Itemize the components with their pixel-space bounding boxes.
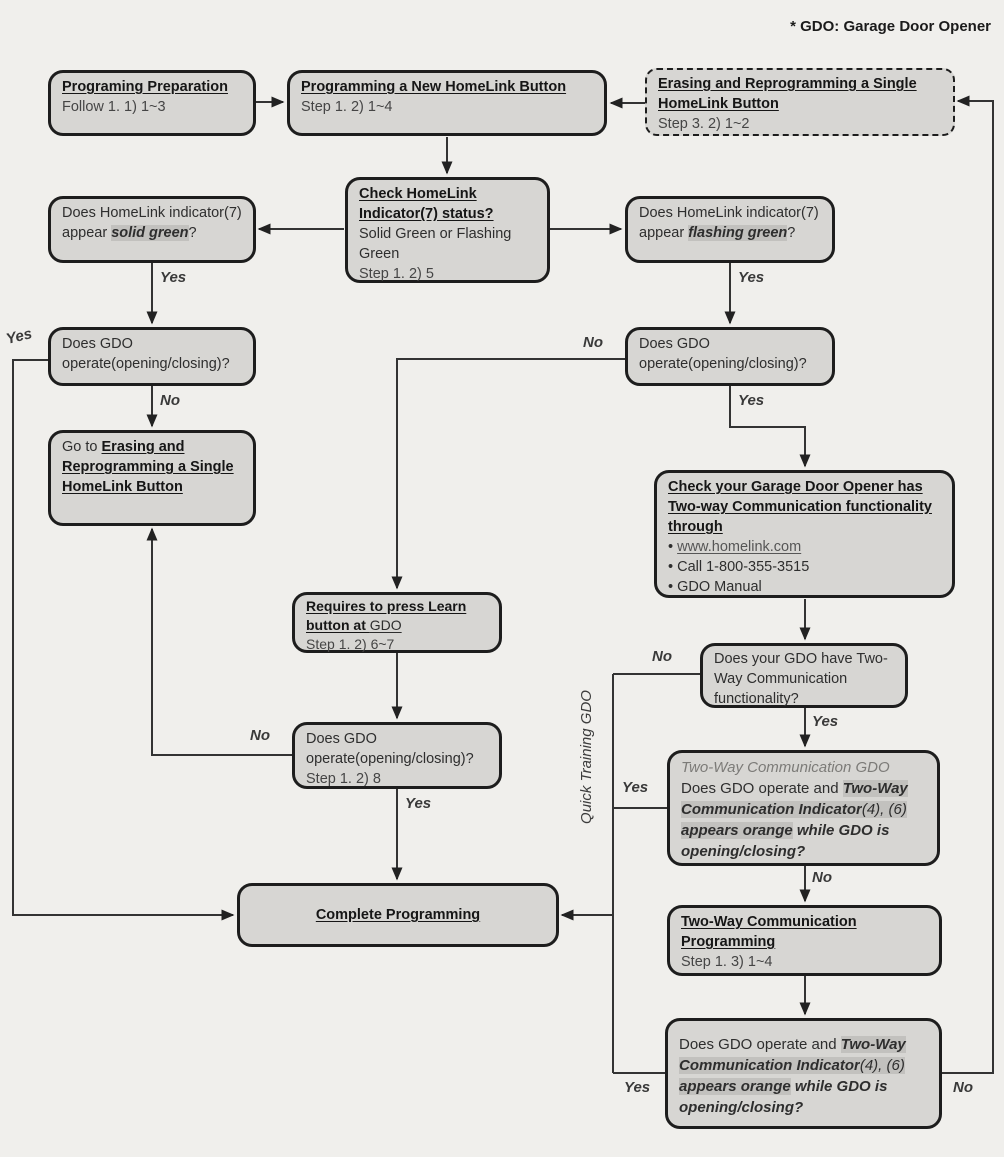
node-title: Two-Way Communication Programming: [681, 914, 857, 950]
node-indicator-flashing-green-question: [625, 196, 835, 263]
edge-label-no: No: [652, 648, 672, 665]
edge-label-no: No: [812, 869, 832, 886]
phone-number: Call 1-800-355-3515: [677, 559, 810, 575]
question-text: Does your GDO have Two-Way Communication functionality?: [714, 651, 888, 707]
node-press-learn-button: [292, 592, 502, 653]
node-check-gdo-two-way: [654, 470, 955, 598]
edge-gdo8-no-to-goto: [152, 529, 292, 755]
node-title: Erasing and Reprogramming a Single HomeLink Button: [658, 76, 917, 112]
node-step: Step 3. 2) 1~2: [658, 116, 750, 132]
edge-label-yes: Yes: [160, 269, 187, 286]
node-final-gdo-operate-question: [665, 1018, 942, 1129]
edge-label-yes: Yes: [405, 795, 432, 812]
node-goto-erasing-reprogramming: [48, 430, 256, 526]
highlight-flashing-green: flashing green: [688, 225, 788, 241]
gdo-manual: GDO Manual: [677, 579, 762, 595]
question-text: Does GDO operate and: [679, 1036, 841, 1053]
edge-label-yes: Yes: [4, 325, 34, 348]
edge-label-yes: Yes: [622, 779, 649, 796]
node-two-way-gdo-question: [667, 750, 940, 866]
node-gdo-operate-right-question: [625, 327, 835, 386]
node-title: Complete Programming: [315, 907, 481, 923]
edge-label-no: No: [250, 727, 270, 744]
node-step: Step 1. 2) 1~4: [301, 99, 393, 115]
question-text: Does GDO operate and: [681, 780, 843, 797]
highlight-two-way-indicator: Two-Way Communication Indicator: [681, 780, 908, 818]
node-title: Requires to press Learn button at: [306, 598, 467, 633]
homelink-url: www.homelink.com: [677, 539, 802, 555]
edge-label-no: No: [583, 334, 603, 351]
question-tail: while GDO is opening/closing?: [681, 822, 890, 860]
node-check-homelink-indicator-status: [345, 177, 550, 283]
highlight-two-way-indicator: Two-Way Communication Indicator: [679, 1036, 906, 1074]
node-title: Programming a New HomeLink Button: [301, 79, 567, 95]
node-step: Step 1. 3) 1~4: [681, 954, 773, 970]
two-way-gdo-header: Two-Way Communication GDO: [681, 759, 890, 776]
node-erasing-reprogramming-single-button: [645, 68, 955, 136]
edge-label-yes: Yes: [812, 713, 839, 730]
node-step: Follow 1. 1) 1~3: [62, 99, 166, 115]
gdo-abbreviation-note: * GDO: Garage Door Opener: [790, 18, 991, 35]
node-programming-preparation: [48, 70, 256, 136]
edge-label-no: No: [160, 392, 180, 409]
node-programming-new-homelink-button: [287, 70, 607, 136]
node-title-gdo: GDO: [369, 617, 402, 633]
node-indicator-solid-green-question: [48, 196, 256, 263]
goto-link-text: Erasing and Reprogramming a Single HomeLink Button: [62, 439, 234, 495]
quick-training-gdo-label: Quick Training GDO: [578, 690, 595, 824]
highlight-indicator-numbers: (4), (6): [861, 801, 907, 818]
node-complete-programming: [237, 883, 559, 947]
highlight-appears-orange: appears orange: [679, 1078, 791, 1095]
edge-label-yes: Yes: [738, 392, 765, 409]
question-text: Does HomeLink indicator(7) appear: [62, 205, 242, 241]
edge-label-yes: Yes: [624, 1079, 651, 1096]
question-text: Does GDO operate(opening/closing)?: [639, 336, 807, 372]
node-title: Check your Garage Door Opener has Two-way Communication functionality through: [668, 479, 932, 535]
node-two-way-programming: [667, 905, 942, 976]
highlight-solid-green: solid green: [111, 225, 189, 241]
question-text: Does GDO operate(opening/closing)?: [62, 336, 230, 372]
node-step: Step 1. 2) 5: [359, 266, 434, 282]
highlight-appears-orange: appears orange: [681, 822, 793, 839]
edge-label-yes: Yes: [738, 269, 765, 286]
bullet-item: • GDO Manual: [668, 579, 762, 595]
bullet-item: • www.homelink.com: [668, 539, 802, 555]
question-text: Does GDO operate(opening/closing)?: [306, 731, 474, 767]
goto-text: Go to: [62, 439, 102, 455]
node-gdo-operate-left-question: [48, 327, 256, 386]
question-text: Does HomeLink indicator(7) appear: [639, 205, 819, 241]
edge-gdoright-no-to-learn: [397, 359, 625, 588]
edge-label-no: No: [953, 1079, 973, 1096]
bullet-item: • Call 1-800-355-3515: [668, 559, 810, 575]
question-mark: ?: [188, 225, 197, 241]
node-step: Step 1. 2) 8: [306, 771, 381, 787]
node-title: Programing Preparation: [62, 79, 228, 95]
highlight-indicator-numbers: (4), (6): [859, 1057, 905, 1074]
question-mark: ?: [787, 225, 796, 241]
node-title: Check HomeLink Indicator(7) status?: [359, 186, 494, 222]
node-line: Solid Green or Flashing Green: [359, 226, 512, 262]
node-gdo-operate-step8-question: [292, 722, 502, 789]
node-step: Step 1. 2) 6~7: [306, 636, 395, 652]
node-gdo-has-two-way-question: [700, 643, 908, 708]
question-tail: while GDO is opening/closing?: [679, 1078, 888, 1116]
